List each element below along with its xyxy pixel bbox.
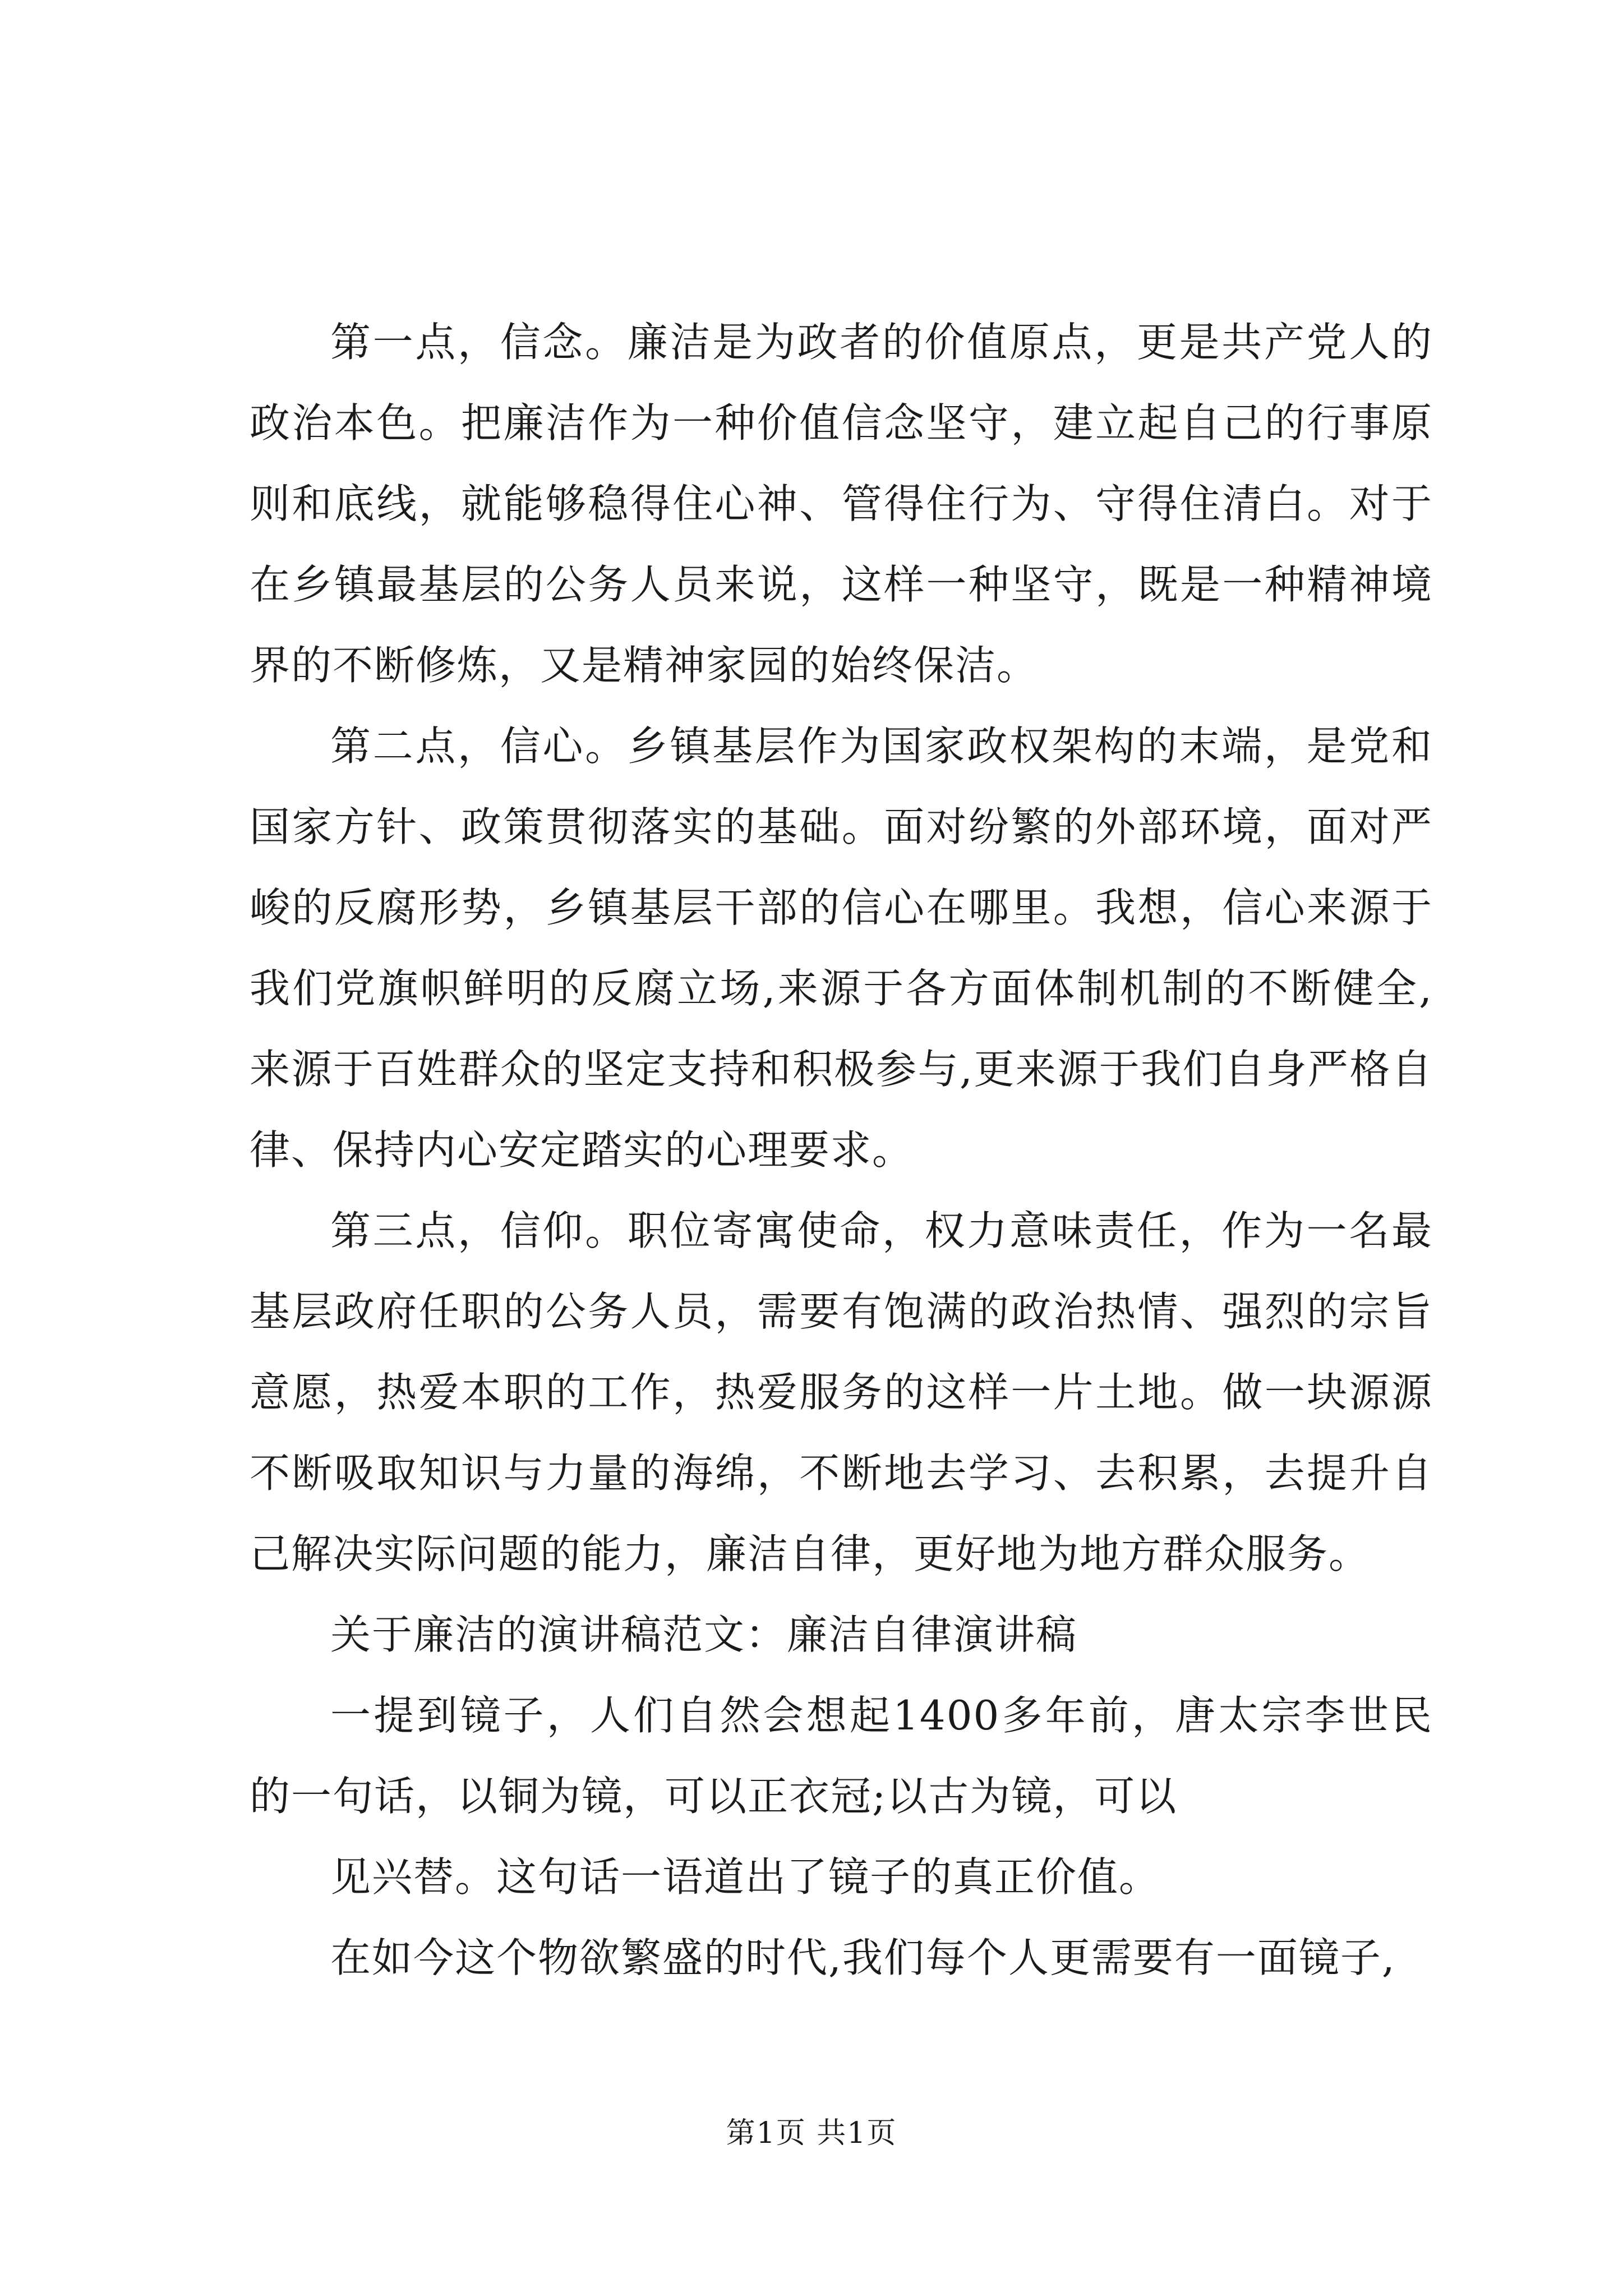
paragraph-belief: 第一点，信念。廉洁是为政者的价值原点，更是共产党人的政治本色。把廉洁作为一种价值信念坚守，建立起自己的行事原则和底线，就能够稳得住心神、管得住行为、守得住清白。对于在乡镇最基层的公务人员来说，这样一种坚守，既是一种精神境界的不断修炼，又是精神家园的始终保洁。	[250, 319, 1433, 689]
paragraph-confidence: 第二点，信心。乡镇基层作为国家政权架构的末端，是党和国家方针、政策贯彻落实的基础。面对纷繁的外部环境，面对严峻的反腐形势，乡镇基层干部的信心在哪里。我想，信心来源于我们党旗帜鲜明的反腐立场,来源于各方面体制机制的不断健全,来源于百姓群众的坚定支持和积极参与,更来源于我们自身严格自律、保持内心安定踏实的心理要求。	[250, 723, 1433, 1174]
section-heading: 关于廉洁的演讲稿范文：廉洁自律演讲稿	[330, 1611, 1078, 1658]
page-number-footer: 第1页 共1页	[726, 2116, 897, 2150]
paragraph-mirror-continued: 见兴替。这句话一语道出了镜子的真正价值。	[330, 1853, 1161, 1901]
document-body	[250, 302, 1433, 1998]
paragraph-modern-era: 在如今这个物欲繁盛的时代,我们每个人更需要有一面镜子,	[330, 1934, 1396, 1981]
paragraph-mirror-intro: 一提到镜子，人们自然会想起1400多年前，唐太宗李世民的一句话，以铜为镜，可以正衣冠;以古为镜，可以	[250, 1692, 1433, 1820]
paragraph-faith: 第三点，信仰。职位寄寓使命，权力意味责任，作为一名最基层政府任职的公务人员，需要有饱满的政治热情、强烈的宗旨意愿，热爱本职的工作，热爱服务的这样一片土地。做一块源源不断吸取知识与力量的海绵，不断地去学习、去积累，去提升自己解决实际问题的能力，廉洁自律，更好地为地方群众服务。	[250, 1207, 1433, 1577]
